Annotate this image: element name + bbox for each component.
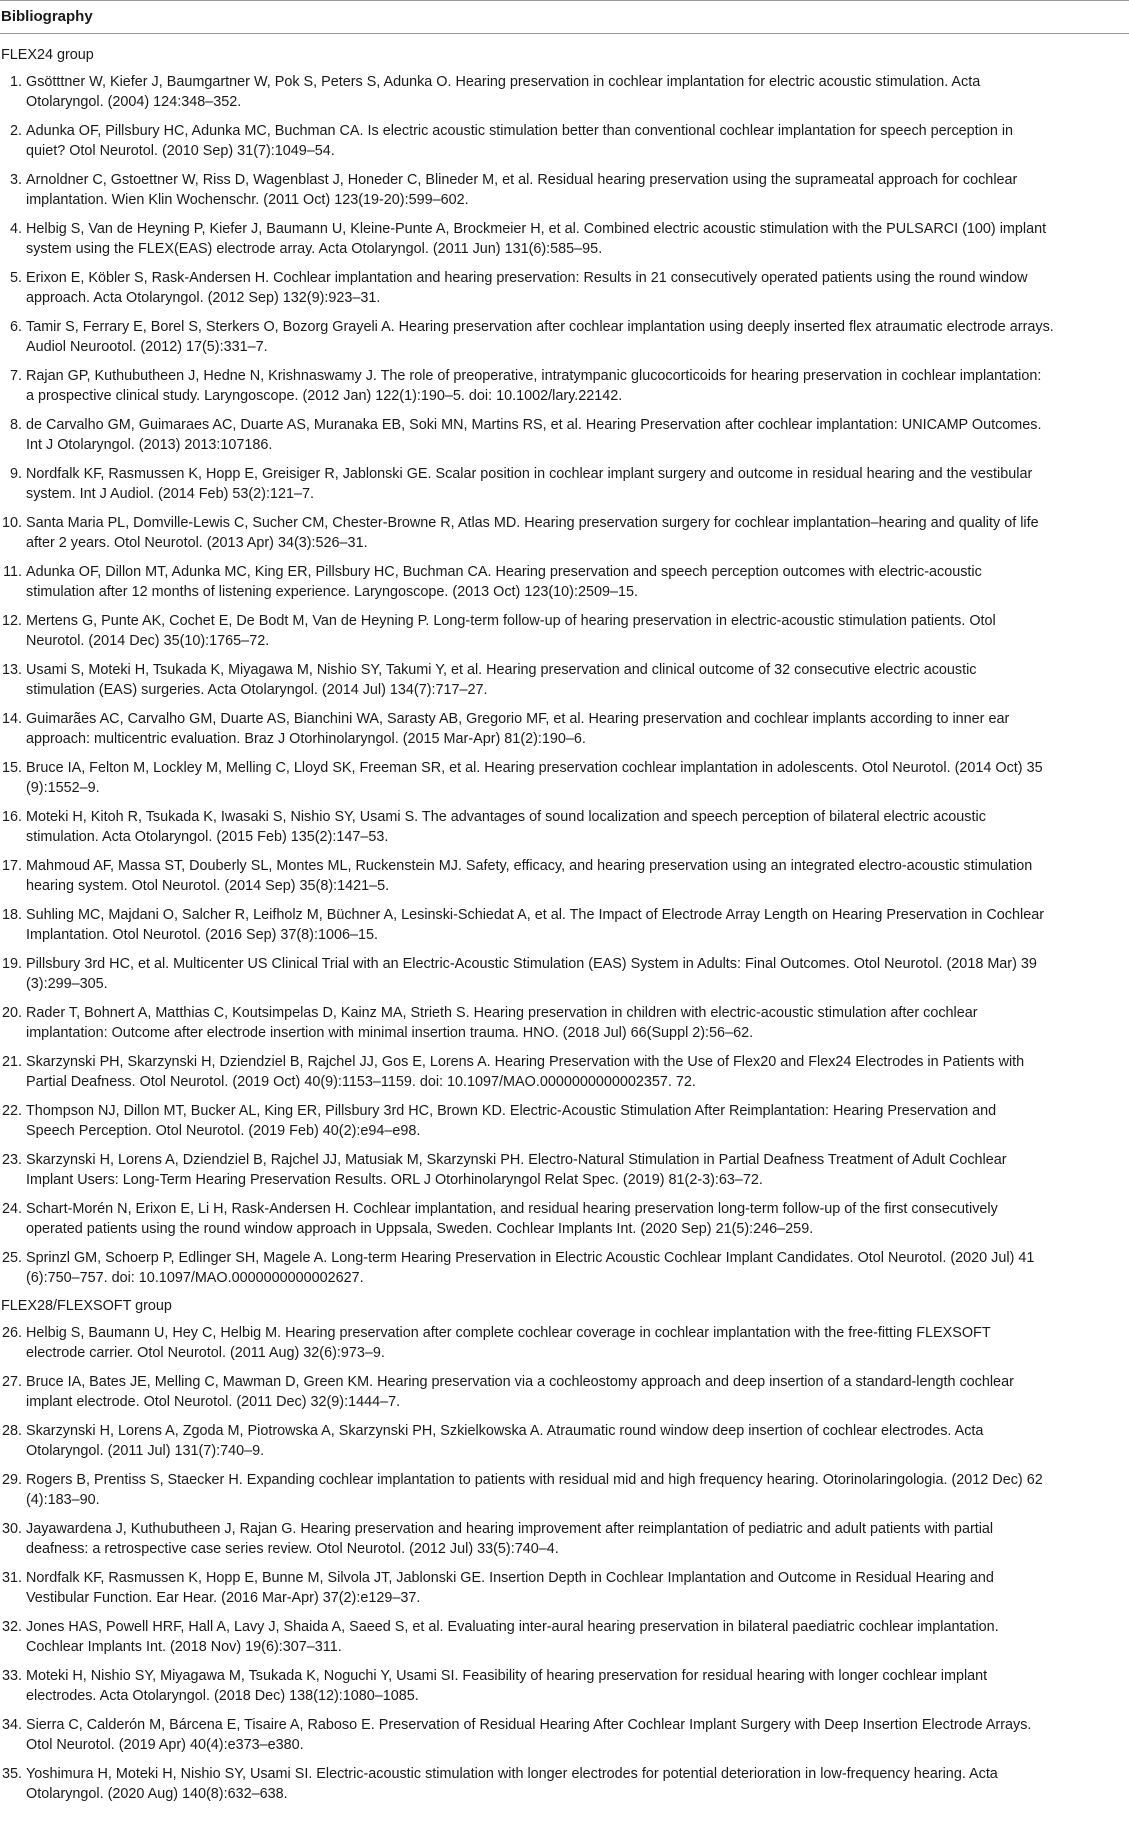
reference-number: 11. <box>3 564 22 580</box>
reference-number: 14. <box>1 711 22 727</box>
reference-item <box>0 464 1129 504</box>
reference-item <box>0 1052 1129 1092</box>
reference-number: 21. <box>1 1054 22 1070</box>
reference-text: Helbig S, Van de Heyning P, Kiefer J, Baumann U, Kleine-Punte A, Brockmeier H, et al. Combined electric acoustic stimulation with the PULSARCI (100) implant system using the FLEX(EAS) electrode array. Acta Otolaryngol. (2011 Jun) 131(6):585–95. <box>26 221 1047 257</box>
reference-number: 16. <box>1 809 22 825</box>
reference-item <box>0 317 1129 357</box>
group-heading: FLEX28/FLEXSOFT group <box>1 1298 172 1314</box>
reference-number: 10. <box>1 515 22 531</box>
reference-text: Rader T, Bohnert A, Matthias C, Koutsimpelas D, Kainz MA, Strieth S. Hearing preservation in children with electric-acoustic stimulation after cochlear implantation: Outcome after electrode insertion with minimal insertion trauma. HNO. (2018 Jul) 66(Suppl 2):56–62. <box>26 1005 978 1041</box>
reference-text: Rogers B, Prentiss S, Staecker H. Expanding cochlear implantation to patients with residual mid and high frequency hearing. Otorinolaringologia. (2012 Dec) 62 (4):183–90. <box>26 1472 1043 1508</box>
reference-text: Bruce IA, Felton M, Lockley M, Melling C, Lloyd SK, Freeman SR, et al. Hearing preservation cochlear implantation in adolescents. Otol Neurotol. (2014 Oct) 35 (9):1552–9. <box>26 760 1043 796</box>
reference-item <box>0 1519 1129 1559</box>
reference-item <box>0 1323 1129 1363</box>
group-heading: FLEX24 group <box>1 47 94 63</box>
reference-number: 2. <box>9 123 22 139</box>
reference-number: 23. <box>1 1152 22 1168</box>
reference-item <box>0 1150 1129 1190</box>
reference-item <box>0 170 1129 210</box>
reference-number: 8. <box>9 417 22 433</box>
reference-number: 35. <box>1 1766 22 1782</box>
reference-item <box>0 219 1129 259</box>
reference-item <box>0 513 1129 553</box>
reference-item <box>0 1372 1129 1412</box>
reference-text: Mertens G, Punte AK, Cochet E, De Bodt M, Van de Heyning P. Long-term follow-up of hearing preservation in electric-acoustic stimulation patients. Otol Neurotol. (2014 Dec) 35(10):1765–72. <box>26 613 996 649</box>
reference-number: 22. <box>1 1103 22 1119</box>
reference-item <box>0 268 1129 308</box>
reference-list <box>0 72 1129 1288</box>
reference-item <box>0 758 1129 798</box>
reference-text: Moteki H, Kitoh R, Tsukada K, Iwasaki S, Nishio SY, Usami S. The advantages of sound localization and speech perception of bilateral electric acoustic stimulation. Acta Otolaryngol. (2015 Feb) 135(2):147–53. <box>26 809 986 845</box>
reference-item <box>0 366 1129 406</box>
reference-number: 6. <box>9 319 22 335</box>
reference-number: 20. <box>1 1005 22 1021</box>
reference-number: 18. <box>1 907 22 923</box>
reference-text: Santa Maria PL, Domville-Lewis C, Sucher CM, Chester-Browne R, Atlas MD. Hearing preservation surgery for cochlear implantation–hearing and quality of life after 2 years. Otol Neurotol. (2013 Apr) 34(3):526–31. <box>26 515 1039 551</box>
reference-number: 25. <box>1 1250 22 1266</box>
reference-item <box>0 1248 1129 1288</box>
reference-number: 5. <box>9 270 22 286</box>
reference-number: 15. <box>1 760 22 776</box>
reference-number: 13. <box>1 662 22 678</box>
reference-number: 28. <box>1 1423 22 1439</box>
reference-number: 33. <box>1 1668 22 1684</box>
reference-item <box>0 1764 1129 1804</box>
reference-number: 4. <box>9 221 22 237</box>
reference-item <box>0 562 1129 602</box>
reference-item <box>0 1715 1129 1755</box>
reference-text: Skarzynski PH, Skarzynski H, Dziendziel B, Rajchel JJ, Gos E, Lorens A. Hearing Preservation with the Use of Flex20 and Flex24 Electrodes in Patients with Partial Deafness. Otol Neurotol. (2019 Oct) 40(9):1153–1159. doi: 10.1097/MAO.0000000000002357. 72. <box>26 1054 1025 1090</box>
reference-number: 30. <box>1 1521 22 1537</box>
reference-text: Skarzynski H, Lorens A, Dziendziel B, Rajchel JJ, Matusiak M, Skarzynski PH. Electro-Natural Stimulation in Partial Deafness Treatment of Adult Cochlear Implant Users: Long-Term Hearing Preservation Results. ORL J Otorhinolaryngol Relat Spec. (2019) 81(2-3):63–72. <box>26 1152 1007 1188</box>
reference-text: Mahmoud AF, Massa ST, Douberly SL, Montes ML, Ruckenstein MJ. Safety, efficacy, and hearing preservation using an integrated electro-acoustic stimulation hearing system. Otol Neurotol. (2014 Sep) 35(8):1421–5. <box>26 858 1033 894</box>
reference-item <box>0 1666 1129 1706</box>
reference-item <box>0 905 1129 945</box>
reference-text: Guimarães AC, Carvalho GM, Duarte AS, Bianchini WA, Sarasty AB, Gregorio MF, et al. Hearing preservation and cochlear implants according to inner ear approach: multicentric evaluation. Braz J Otorhinolaryngol. (2015 Mar-Apr) 81(2):190–6. <box>26 711 1010 747</box>
reference-item <box>0 1421 1129 1461</box>
reference-text: Jayawardena J, Kuthubutheen J, Rajan G. Hearing preservation and hearing improvement after reimplantation of pediatric and adult patients with partial deafness: a retrospective case series review. Otol Neurotol. (2012 Jul) 33(5):740–4. <box>26 1521 994 1557</box>
reference-number: 19. <box>1 956 22 972</box>
reference-item <box>0 1617 1129 1657</box>
reference-item <box>0 660 1129 700</box>
reference-text: Schart-Morén N, Erixon E, Li H, Rask-Andersen H. Cochlear implantation, and residual hearing preservation long-term follow-up of the first consecutively operated patients using the round window approach in Uppsala, Sweden. Cochlear Implants Int. (2020 Sep) 21(5):246–259. <box>26 1201 998 1237</box>
reference-number: 12. <box>1 613 22 629</box>
reference-item <box>0 121 1129 161</box>
reference-number: 1. <box>9 74 22 90</box>
reference-number: 9. <box>9 466 22 482</box>
reference-item <box>0 1470 1129 1510</box>
reference-text: Rajan GP, Kuthubutheen J, Hedne N, Krishnaswamy J. The role of preoperative, intratympanic glucocorticoids for hearing preservation in cochlear implantation: a prospective clinical study. Laryngoscope. (2012 Jan) 122(1):190–5. doi: 10.1002/lary.22142. <box>26 368 1042 404</box>
page-title: Bibliography <box>1 8 93 25</box>
reference-text: Usami S, Moteki H, Tsukada K, Miyagawa M, Nishio SY, Takumi Y, et al. Hearing preservation and clinical outcome of 32 consecutive electric acoustic stimulation (EAS) surgeries. Acta Otolaryngol. (2014 Jul) 134(7):717–27. <box>26 662 977 698</box>
reference-text: Yoshimura H, Moteki H, Nishio SY, Usami SI. Electric-acoustic stimulation with longer electrodes for potential deterioration in low-frequency hearing. Acta Otolaryngol. (2020 Aug) 140(8):632–638. <box>26 1766 998 1802</box>
reference-item <box>0 72 1129 112</box>
reference-text: Erixon E, Köbler S, Rask-Andersen H. Cochlear implantation and hearing preservation: Results in 21 consecutively operated patients using the round window approach. Acta Otolaryngol. (2012 Sep) 132(9):923–31. <box>26 270 1028 306</box>
reference-item <box>0 856 1129 896</box>
reference-number: 31. <box>1 1570 22 1586</box>
reference-text: Jones HAS, Powell HRF, Hall A, Lavy J, Shaida A, Saeed S, et al. Evaluating inter-aural hearing preservation in bilateral paediatric cochlear implantation. Cochlear Implants Int. (2018 Nov) 19(6):307–311. <box>26 1619 999 1655</box>
reference-text: de Carvalho GM, Guimaraes AC, Duarte AS, Muranaka EB, Soki MN, Martins RS, et al. Hearing Preservation after cochlear implantation: UNICAMP Outcomes. Int J Otolaryngol. (2013) 2013:107186. <box>26 417 1042 453</box>
reference-item <box>0 1199 1129 1239</box>
reference-number: 34. <box>1 1717 22 1733</box>
reference-text: Arnoldner C, Gstoettner W, Riss D, Wagenblast J, Honeder C, Blineder M, et al. Residual hearing preservation using the suprameatal approach for cochlear implantation. Wien Klin Wochenschr. (2011 Oct) 123(19-20):599–602. <box>26 172 1018 208</box>
reference-text: Nordfalk KF, Rasmussen K, Hopp E, Bunne M, Silvola JT, Jablonski GE. Insertion Depth in Cochlear Implantation and Outcome in Residual Hearing and Vestibular Function. Ear Hear. (2016 Mar-Apr) 37(2):e129–37. <box>26 1570 994 1606</box>
reference-number: 24. <box>1 1201 22 1217</box>
reference-text: Adunka OF, Dillon MT, Adunka MC, King ER, Pillsbury HC, Buchman CA. Hearing preservation and speech perception outcomes with electric-acoustic stimulation after 12 months of listening experience. Laryngoscope. (2013 Oct) 123(10):2509–15. <box>26 564 982 600</box>
reference-item <box>0 415 1129 455</box>
reference-number: 32. <box>1 1619 22 1635</box>
reference-text: Adunka OF, Pillsbury HC, Adunka MC, Buchman CA. Is electric acoustic stimulation better than conventional cochlear implantation for speech perception in quiet? Otol Neurotol. (2010 Sep) 31(7):1049–54. <box>26 123 1014 159</box>
reference-number: 29. <box>1 1472 22 1488</box>
reference-item <box>0 1003 1129 1043</box>
reference-item <box>0 1101 1129 1141</box>
reference-number: 7. <box>9 368 22 384</box>
reference-number: 3. <box>9 172 22 188</box>
reference-text: Suhling MC, Majdani O, Salcher R, Leifholz M, Büchner A, Lesinski-Schiedat A, et al. The Impact of Electrode Array Length on Hearing Preservation in Cochlear Implantation. Otol Neurotol. (2016 Sep) 37(8):1006–15. <box>26 907 1044 943</box>
reference-text: Moteki H, Nishio SY, Miyagawa M, Tsukada K, Noguchi Y, Usami SI. Feasibility of hearing preservation for residual hearing with longer cochlear implant electrodes. Acta Otolaryngol. (2018 Dec) 138(12):1080–1085. <box>26 1668 988 1704</box>
reference-item <box>0 709 1129 749</box>
reference-text: Sierra C, Calderón M, Bárcena E, Tisaire A, Raboso E. Preservation of Residual Hearing After Cochlear Implant Surgery with Deep Insertion Electrode Arrays. Otol Neurotol. (2019 Apr) 40(4):e373–e380. <box>26 1717 1032 1753</box>
reference-number: 26. <box>1 1325 22 1341</box>
reference-item <box>0 807 1129 847</box>
reference-text: Nordfalk KF, Rasmussen K, Hopp E, Greisiger R, Jablonski GE. Scalar position in cochlear implant surgery and outcome in residual hearing and the vestibular system. Int J Audiol. (2014 Feb) 53(2):121–7. <box>26 466 1033 502</box>
reference-text: Sprinzl GM, Schoerp P, Edlinger SH, Magele A. Long-term Hearing Preservation in Electric Acoustic Cochlear Implant Candidates. Otol Neurotol. (2020 Jul) 41 (6):750–757. doi: 10.1097/MAO.0000000000002627. <box>26 1250 1035 1286</box>
reference-item <box>0 611 1129 651</box>
bibliography-content <box>0 46 1129 1813</box>
reference-text: Helbig S, Baumann U, Hey C, Helbig M. Hearing preservation after complete cochlear coverage in cochlear implantation with the free-fitting FLEXSOFT electrode carrier. Otol Neurotol. (2011 Aug) 32(6):973–9. <box>26 1325 991 1361</box>
reference-text: Pillsbury 3rd HC, et al. Multicenter US Clinical Trial with an Electric-Acoustic Stimulation (EAS) System in Adults: Final Outcomes. Otol Neurotol. (2018 Mar) 39 (3):299–305. <box>26 956 1037 992</box>
reference-list <box>0 1323 1129 1804</box>
reference-text: Gsötttner W, Kiefer J, Baumgartner W, Pok S, Peters S, Adunka O. Hearing preservation in cochlear implantation for electric acoustic stimulation. Acta Otolaryngol. (2004) 124:348–352. <box>26 74 981 110</box>
reference-text: Skarzynski H, Lorens A, Zgoda M, Piotrowska A, Skarzynski PH, Szkielkowska A. Atraumatic round window deep insertion of cochlear electrodes. Acta Otolaryngol. (2011 Jul) 131(7):740–9. <box>26 1423 984 1459</box>
reference-item <box>0 1568 1129 1608</box>
reference-number: 17. <box>1 858 22 874</box>
title-bar <box>0 0 1129 34</box>
reference-text: Tamir S, Ferrary E, Borel S, Sterkers O, Bozorg Grayeli A. Hearing preservation after cochlear implantation using deeply inserted flex atraumatic electrode arrays. Audiol Neurootol. (2012) 17(5):331–7. <box>26 319 1054 355</box>
reference-number: 27. <box>1 1374 22 1390</box>
reference-text: Bruce IA, Bates JE, Melling C, Mawman D, Green KM. Hearing preservation via a cochleostomy approach and deep insertion of a standard-length cochlear implant electrode. Otol Neurotol. (2011 Dec) 32(9):1444–7. <box>26 1374 1014 1410</box>
reference-text: Thompson NJ, Dillon MT, Bucker AL, King ER, Pillsbury 3rd HC, Brown KD. Electric-Acoustic Stimulation After Reimplantation: Hearing Preservation and Speech Perception. Otol Neurotol. (2019 Feb) 40(2):e94–e98. <box>26 1103 997 1139</box>
reference-item <box>0 954 1129 994</box>
